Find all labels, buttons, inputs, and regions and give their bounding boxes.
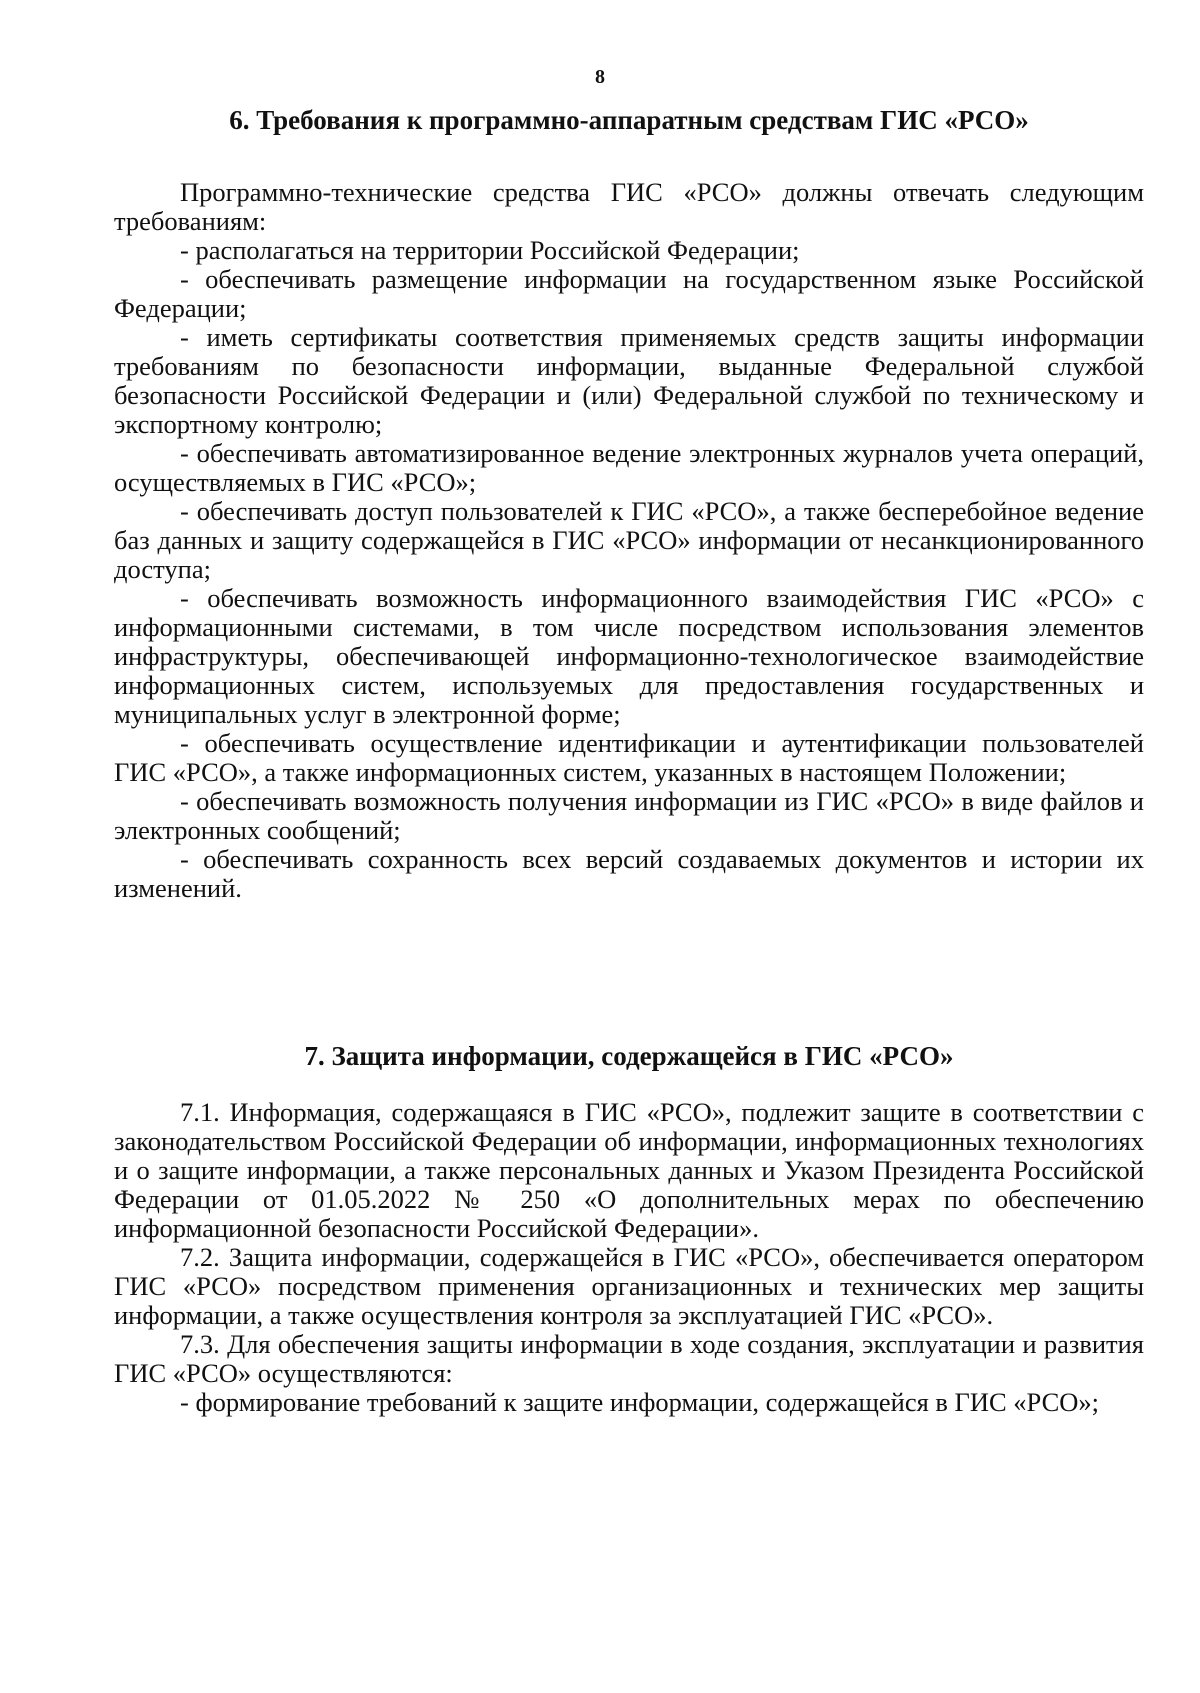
- section-6-heading: 6. Требования к программно-аппаратным средствам ГИС «РСО»: [229, 105, 1029, 135]
- requirement-item: - обеспечивать размещение информации на государственном языке Российской Федерации;: [114, 264, 1144, 323]
- requirement-item: - обеспечивать возможность информационного взаимодействия ГИС «РСО» с информационными системами, в том числе посредством использования элементов инфраструктуры, обеспечивающей информационно-технологическое взаимодействие информационных систем, используемых для предоставления государственных и муниципальных услуг в электронной форме;: [114, 583, 1144, 729]
- requirement-item: - обеспечивать доступ пользователей к ГИС «РСО», а также бесперебойное ведение баз данных и защиту содержащейся в ГИС «РСО» информации от несанкционированного доступа;: [114, 496, 1144, 584]
- clause-7-1: 7.1. Информация, содержащаяся в ГИС «РСО», подлежит защите в соответствии с законодательством Российской Федерации об информации, информационных технологиях и о защите информации, а также персональных данных и Указом Президента Российской Федерации от 01.05.2022 № 250 «О дополнительных мерах по обеспечению информационной безопасности Российской Федерации».: [114, 1097, 1144, 1243]
- requirement-item: - располагаться на территории Российской Федерации;: [180, 235, 800, 265]
- section-6-body: [114, 178, 1144, 903]
- page-number: 8: [595, 66, 605, 88]
- requirement-item: - обеспечивать сохранность всех версий создаваемых документов и истории их изменений.: [114, 844, 1144, 903]
- requirement-item: - обеспечивать осуществление идентификации и аутентификации пользователей ГИС «РСО», а также информационных систем, указанных в настоящем Положении;: [114, 728, 1144, 787]
- requirement-item: - обеспечивать возможность получения информации из ГИС «РСО» в виде файлов и электронных сообщений;: [114, 786, 1144, 845]
- section-7-heading: 7. Защита информации, содержащейся в ГИС «РСО»: [304, 1041, 954, 1071]
- clause-7-3-item: - формирование требований к защите информации, содержащейся в ГИС «РСО»;: [180, 1387, 1100, 1417]
- section-6-intro-paragraph: Программно-технические средства ГИС «РСО» должны отвечать следующим требованиям:: [114, 177, 1144, 236]
- requirement-item: - обеспечивать автоматизированное ведение электронных журналов учета операций, осуществляемых в ГИС «РСО»;: [114, 438, 1144, 497]
- section-7-body: [114, 1098, 1144, 1417]
- clause-7-2: 7.2. Защита информации, содержащейся в ГИС «РСО», обеспечивается оператором ГИС «РСО» посредством применения организационных и технических мер защиты информации, а также осуществления контроля за эксплуатацией ГИС «РСО».: [114, 1242, 1144, 1330]
- clause-7-3: 7.3. Для обеспечения защиты информации в ходе создания, эксплуатации и развития ГИС «РСО» осуществляются:: [114, 1329, 1144, 1388]
- requirement-item: - иметь сертификаты соответствия применяемых средств защиты информации требованиям по безопасности информации, выданные Федеральной службой безопасности Российской Федерации и (или) Федеральной службой по техническому и экспортному контролю;: [114, 322, 1144, 439]
